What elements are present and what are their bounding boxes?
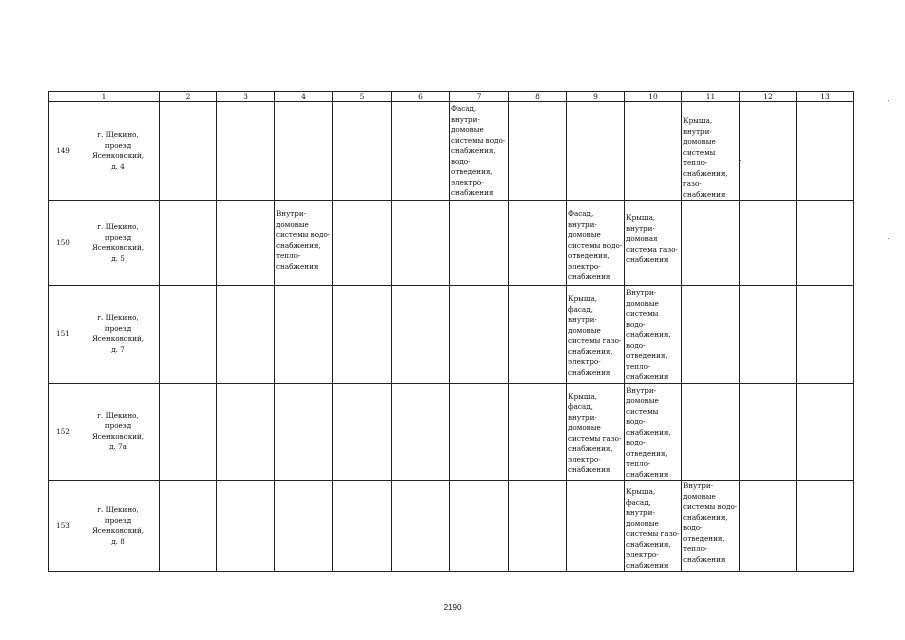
cell	[450, 201, 509, 286]
column-header: 10	[625, 92, 682, 102]
cell	[797, 201, 854, 286]
row-number: 151	[56, 329, 70, 338]
column-header: 8	[509, 92, 567, 102]
address: г. Щекино, проезд Ясенковский, д. 4	[91, 130, 145, 171]
cell	[450, 383, 509, 481]
address: г. Щекино, проезд Ясенковский, д. 5	[91, 222, 145, 263]
address: г. Щекино, проезд Ясенковский, д. 8	[91, 505, 145, 546]
cell	[392, 102, 450, 201]
address-cell	[49, 286, 160, 384]
cell	[392, 286, 450, 384]
cell: Фасад, внутри-домовые системы водо-отведения, электро-снабжения	[567, 201, 625, 286]
scan-speck	[740, 160, 741, 161]
column-header: 13	[797, 92, 854, 102]
cell	[275, 383, 333, 481]
cell	[797, 383, 854, 481]
scan-speck	[888, 238, 889, 239]
column-header: 11	[682, 92, 740, 102]
cell	[682, 383, 740, 481]
table-row	[49, 201, 854, 286]
cell	[450, 481, 509, 572]
cell	[333, 201, 392, 286]
cell	[509, 201, 567, 286]
cell: Внутри-домовые системы водо-снабжения, тепло-снабжения	[275, 201, 333, 286]
cell	[797, 286, 854, 384]
cell	[217, 481, 275, 572]
column-header: 5	[333, 92, 392, 102]
header-row	[49, 92, 854, 102]
row-number: 149	[56, 145, 70, 155]
column-header: 2	[160, 92, 217, 102]
column-header: 4	[275, 92, 333, 102]
cell	[333, 383, 392, 481]
cell: Внутри-домовые системы водо-снабжения, водо-отведения, тепло-снабжения	[625, 383, 682, 481]
cell	[682, 201, 740, 286]
cell	[797, 102, 854, 201]
cell	[275, 102, 333, 201]
row-number: 152	[56, 426, 70, 436]
table-row	[49, 481, 854, 572]
address-cell	[49, 481, 160, 572]
address: г. Щекино, проезд Ясенковский, д. 7а	[91, 410, 145, 452]
cell: Фасад, внутри-домовые системы водо-снабжения, водо-отведения, электро-снабжения	[450, 102, 509, 201]
cell	[160, 286, 217, 384]
cell: Внутри-домовые системы водо-снабжения, водо-отведения, тепло-снабжения	[682, 481, 740, 572]
cell: Крыша, внутри-домовые системы тепло-снабжения, газо-снабжения	[682, 102, 740, 201]
address-cell	[49, 201, 160, 286]
cell	[509, 383, 567, 481]
cell	[160, 383, 217, 481]
address: г. Щекино, проезд Ясенковский, д. 7	[91, 313, 145, 354]
cell: Внутри-домовые системы водо-снабжения, водо-отведения, тепло-снабжения	[625, 286, 682, 384]
column-header: 7	[450, 92, 509, 102]
cell	[333, 481, 392, 572]
scan-speck	[888, 100, 889, 101]
cell	[682, 286, 740, 384]
address-cell	[49, 383, 160, 481]
cell	[392, 201, 450, 286]
cell	[625, 102, 682, 201]
cell: Крыша, фасад, внутри-домовые системы газо-снабжения, электро-снабжения	[625, 481, 682, 572]
cell	[392, 481, 450, 572]
cell	[160, 201, 217, 286]
column-header: 9	[567, 92, 625, 102]
cell	[509, 481, 567, 572]
cell	[160, 481, 217, 572]
cell	[740, 481, 797, 572]
cell	[217, 383, 275, 481]
cell	[160, 102, 217, 201]
cell	[333, 102, 392, 201]
cell	[740, 201, 797, 286]
cell	[740, 102, 797, 201]
cell	[740, 383, 797, 481]
table-row	[49, 102, 854, 201]
cell	[217, 286, 275, 384]
cell	[509, 102, 567, 201]
cell	[217, 201, 275, 286]
cell	[797, 481, 854, 572]
cell: Крыша, внутри-домовая система газо-снабжения	[625, 201, 682, 286]
program-table	[48, 91, 854, 572]
cell	[450, 286, 509, 384]
column-header: 1	[49, 92, 160, 102]
row-number: 150	[56, 237, 70, 247]
address-cell	[49, 102, 160, 201]
cell	[740, 286, 797, 384]
page-number: 2190	[443, 603, 462, 612]
cell: Крыша, фасад, внутри-домовые системы газо-снабжения, электро-снабжения	[567, 286, 625, 384]
cell: Крыша, фасад, внутри-домовые системы газо-снабжения, электро-снабжения	[567, 383, 625, 481]
cell	[567, 481, 625, 572]
cell	[217, 102, 275, 201]
column-header: 12	[740, 92, 797, 102]
column-header: 6	[392, 92, 450, 102]
cell	[392, 383, 450, 481]
cell	[275, 286, 333, 384]
column-header: 3	[217, 92, 275, 102]
cell	[275, 481, 333, 572]
table-row	[49, 286, 854, 384]
cell	[333, 286, 392, 384]
table-row	[49, 383, 854, 481]
cell	[567, 102, 625, 201]
cell	[509, 286, 567, 384]
row-number: 153	[56, 520, 70, 530]
